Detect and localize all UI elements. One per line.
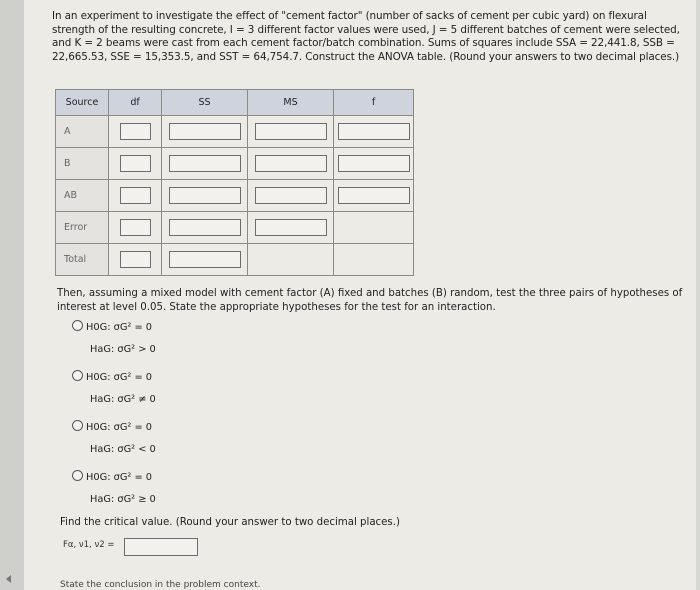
conclusion-prompt: State the conclusion in the problem context. xyxy=(60,580,261,590)
alt-hypothesis: HaG: σG² > 0 xyxy=(90,344,156,355)
df-input[interactable] xyxy=(120,123,151,140)
alt-hypothesis: HaG: σG² < 0 xyxy=(90,444,156,455)
option-group-2[interactable] xyxy=(72,370,156,414)
source-label: Error xyxy=(56,212,109,244)
source-label: Total xyxy=(56,244,109,276)
table-row xyxy=(56,180,414,212)
alt-hypothesis: HaG: σG² ≥ 0 xyxy=(90,494,156,505)
empty-cell xyxy=(334,244,414,276)
source-label: AB xyxy=(56,180,109,212)
radio-button[interactable] xyxy=(72,320,83,331)
alt-hypothesis: HaG: σG² ≠ 0 xyxy=(90,394,156,405)
scroll-left-icon[interactable] xyxy=(6,575,11,583)
ss-input[interactable] xyxy=(169,155,241,172)
ms-input[interactable] xyxy=(255,187,327,204)
null-hypothesis: H0G: σG² = 0 xyxy=(86,372,153,383)
ms-input[interactable] xyxy=(255,219,327,236)
table-header-row xyxy=(56,90,414,116)
critical-value-prompt: Find the critical value. (Round your answer to two decimal places.) xyxy=(60,517,400,528)
null-hypothesis: H0G: σG² = 0 xyxy=(86,422,153,433)
option-group-1[interactable] xyxy=(72,320,156,364)
source-label: A xyxy=(56,116,109,148)
null-hypothesis: H0G: σG² = 0 xyxy=(86,472,153,483)
ss-input[interactable] xyxy=(169,219,241,236)
source-label: B xyxy=(56,148,109,180)
table-row xyxy=(56,116,414,148)
radio-button[interactable] xyxy=(72,470,83,481)
ss-input[interactable] xyxy=(169,251,241,268)
df-input[interactable] xyxy=(120,219,151,236)
header-ss: SS xyxy=(162,90,248,116)
ms-input[interactable] xyxy=(255,155,327,172)
radio-button[interactable] xyxy=(72,420,83,431)
header-df: df xyxy=(109,90,162,116)
radio-button[interactable] xyxy=(72,370,83,381)
hypothesis-instructions: Then, assuming a mixed model with cement factor (A) fixed and batches (B) random, test the three pairs of hypotheses of interest at level 0.05. State the appropriate hypotheses for the test for an interaction. xyxy=(57,288,683,313)
header-f: f xyxy=(334,90,414,116)
critical-value-symbol: Fα, ν1, ν2 = xyxy=(63,540,115,550)
table-row xyxy=(56,212,414,244)
f-input[interactable] xyxy=(338,123,410,140)
empty-cell xyxy=(248,244,334,276)
ss-input[interactable] xyxy=(169,123,241,140)
ms-input[interactable] xyxy=(255,123,327,140)
option-group-4[interactable] xyxy=(72,470,156,514)
header-ms: MS xyxy=(248,90,334,116)
empty-cell xyxy=(334,212,414,244)
f-input[interactable] xyxy=(338,155,410,172)
f-input[interactable] xyxy=(338,187,410,204)
header-source: Source xyxy=(56,90,109,116)
anova-table xyxy=(55,89,414,276)
ss-input[interactable] xyxy=(169,187,241,204)
problem-statement: In an experiment to investigate the effect of "cement factor" (number of sacks of cement per cubic yard) on flexural strength of the resulting concrete, I = 3 different factor values were used, J = 5 different batches of cement were selected, and K = 2 beams were cast from each cement factor/batch combination. Sums of squares include SSA = 22,441.8, SSB = 22,665.53, SSE = 15,353.5, and SST = 64,754.7. Construct the ANOVA table. (Round your answers to two decimal places.) xyxy=(52,10,680,63)
df-input[interactable] xyxy=(120,155,151,172)
option-group-3[interactable] xyxy=(72,420,156,464)
table-row xyxy=(56,244,414,276)
critical-value-input[interactable] xyxy=(124,538,198,556)
null-hypothesis: H0G: σG² = 0 xyxy=(86,322,153,333)
table-row xyxy=(56,148,414,180)
df-input[interactable] xyxy=(120,251,151,268)
df-input[interactable] xyxy=(120,187,151,204)
left-margin xyxy=(0,0,24,590)
